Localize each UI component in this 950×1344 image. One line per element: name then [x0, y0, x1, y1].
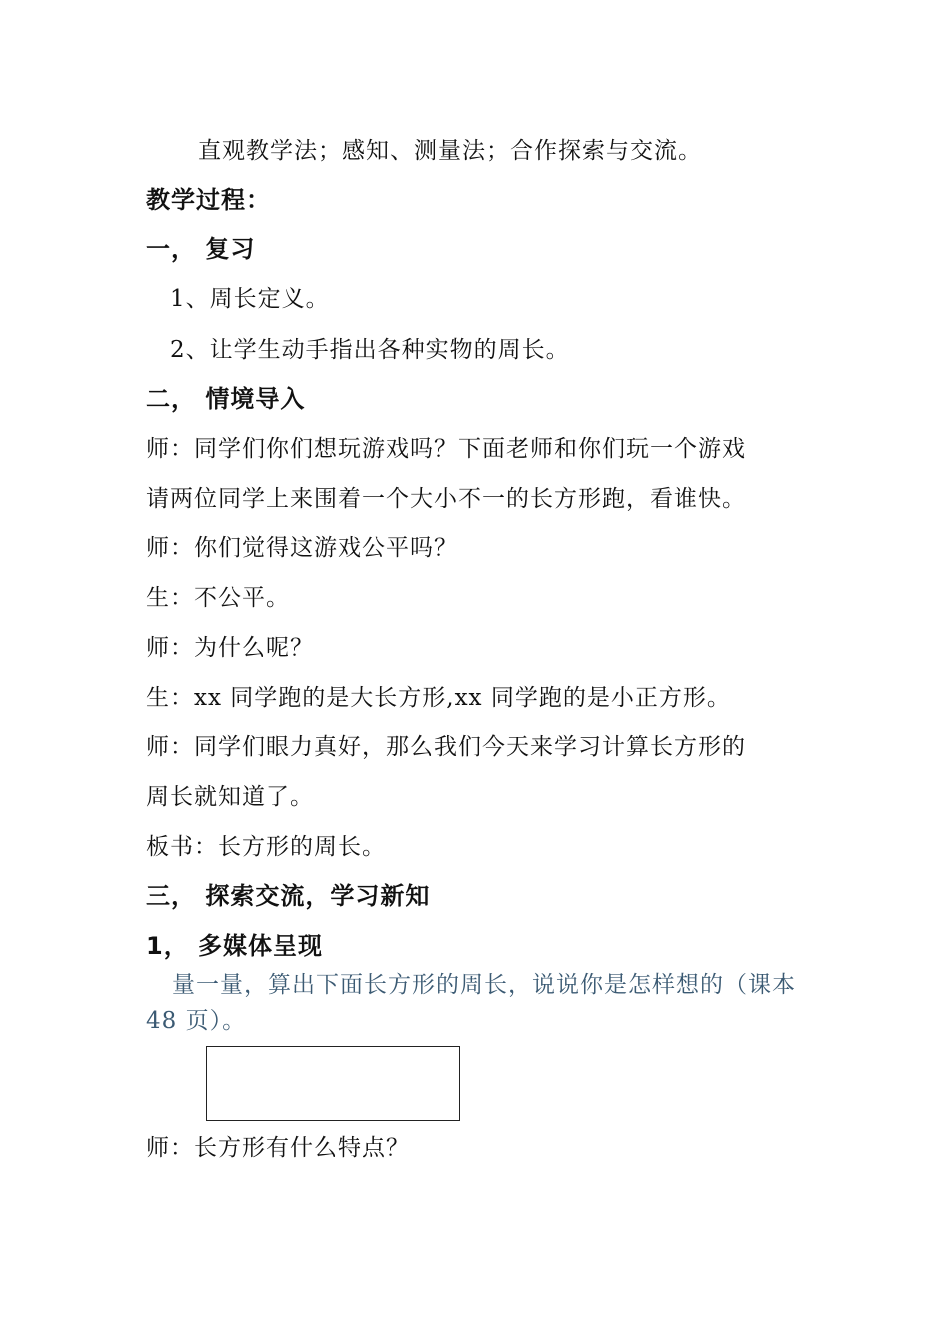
paragraph-7: 师：同学们眼力真好，那么我们今天来学习计算长方形的	[146, 734, 746, 760]
section-3-title: 三， 探索交流，学习新知	[146, 882, 431, 910]
paragraph-1: 师：同学们你们想玩游戏吗？下面老师和你们玩一个游戏	[146, 436, 746, 462]
teaching-methods: 直观教学法；感知、测量法；合作探索与交流。	[198, 138, 702, 164]
task-line-2: 48 页）。	[146, 1008, 247, 1034]
subsection-1-title: 1， 多媒体呈现	[146, 932, 324, 960]
section-1-item-1: 1、周长定义。	[170, 286, 330, 312]
paragraph-9: 板书：长方形的周长。	[146, 834, 386, 860]
section-1-title: 一， 复习	[146, 235, 256, 263]
paragraph-4: 生：不公平。	[146, 585, 290, 611]
paragraph-8: 周长就知道了。	[146, 784, 314, 810]
task-line-1: 量一量，算出下面长方形的周长，说说你是怎样想的（课本	[172, 972, 796, 998]
section-1-item-2: 2、让学生动手指出各种实物的周长。	[170, 337, 570, 363]
paragraph-2: 请两位同学上来围着一个大小不一的长方形跑，看谁快。	[146, 486, 746, 512]
paragraph-10: 师：长方形有什么特点？	[146, 1135, 410, 1161]
section-2-title: 二， 情境导入	[146, 385, 306, 413]
rectangle-figure	[206, 1046, 460, 1121]
paragraph-5: 师：为什么呢？	[146, 635, 314, 661]
process-title: 教学过程：	[146, 186, 271, 214]
paragraph-6: 生：xx 同学跑的是大长方形,xx 同学跑的是小正方形。	[146, 685, 731, 711]
paragraph-3: 师：你们觉得这游戏公平吗？	[146, 535, 458, 561]
